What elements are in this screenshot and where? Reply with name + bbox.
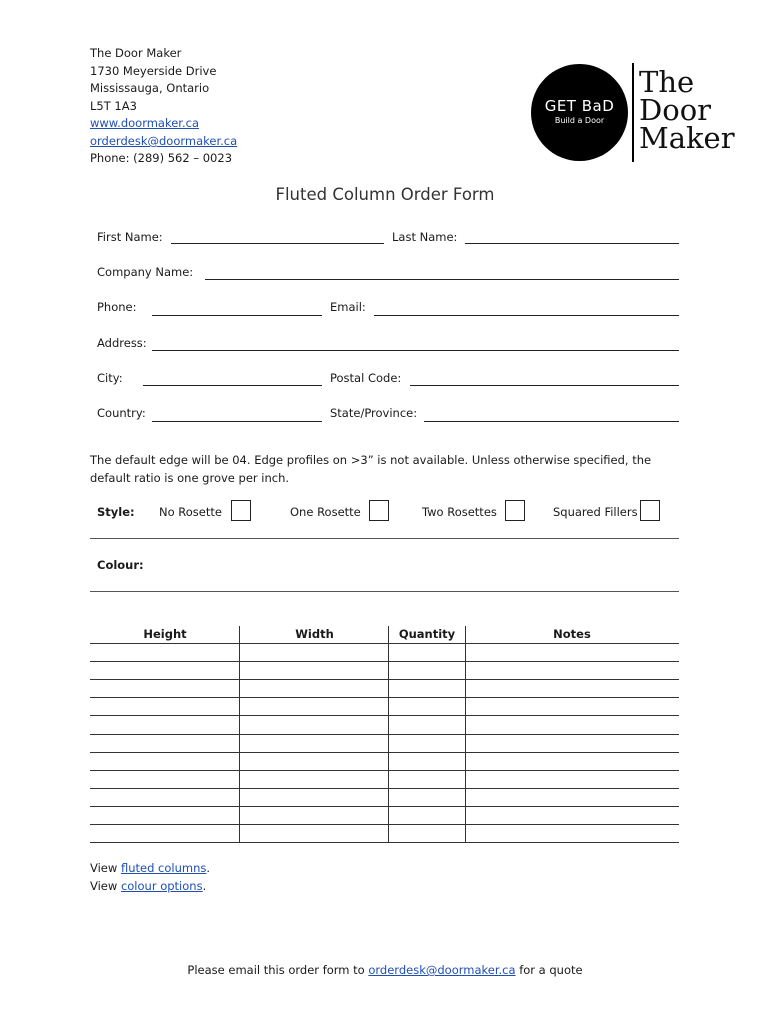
company-name-label: Company Name:	[97, 265, 194, 279]
table-header-quantity: Quantity	[398, 627, 456, 641]
view-fluted-columns-line	[90, 861, 210, 875]
table-row[interactable]	[90, 824, 679, 825]
fluted-columns-link[interactable]: fluted columns	[120, 861, 207, 875]
state-label: State/Province:	[330, 406, 418, 420]
table-row[interactable]	[90, 770, 679, 771]
section-divider-top	[90, 538, 679, 539]
country-label: Country:	[97, 406, 146, 420]
email-label: Email:	[330, 300, 366, 314]
email-link[interactable]: orderdesk@doormaker.ca	[90, 134, 238, 148]
table-row[interactable]	[90, 715, 679, 716]
table-header-height: Height	[143, 627, 187, 641]
view-prefix: View	[90, 879, 121, 893]
phone-field[interactable]	[152, 315, 322, 316]
footer-instruction	[0, 963, 770, 977]
last-name-field[interactable]	[465, 243, 679, 244]
company-phone: Phone: (289) 562 – 0023	[90, 151, 233, 165]
table-row[interactable]	[90, 734, 679, 735]
one-rosette-checkbox[interactable]	[369, 500, 389, 521]
postal-code-label: Postal Code:	[330, 371, 402, 385]
default-edge-note: The default edge will be 04. Edge profiles on >3” is not available. Unless otherwise specified, the default ratio is one grove per inch.	[90, 453, 652, 485]
company-name: The Door Maker	[90, 46, 182, 60]
table-header-notes: Notes	[553, 627, 591, 641]
first-name-field[interactable]	[171, 243, 384, 244]
style-label: Style:	[97, 505, 135, 519]
table-row[interactable]	[90, 697, 679, 698]
period: .	[202, 879, 207, 893]
table-row[interactable]	[90, 842, 679, 843]
logo-badge-title: GET BaD	[544, 97, 615, 115]
view-colour-options-line	[90, 879, 206, 893]
colour-field[interactable]	[90, 591, 679, 592]
logo-word-the: The	[639, 65, 695, 99]
footer-email-link[interactable]: orderdesk@doormaker.ca	[368, 963, 516, 977]
company-name-field[interactable]	[205, 279, 679, 280]
company-postal: L5T 1A3	[90, 99, 137, 113]
state-field[interactable]	[424, 421, 679, 422]
table-header-width: Width	[295, 627, 334, 641]
website-link[interactable]: www.doormaker.ca	[90, 116, 199, 130]
table-row[interactable]	[90, 788, 679, 789]
country-field[interactable]	[152, 421, 322, 422]
table-row[interactable]	[90, 806, 679, 807]
logo-badge-subtitle: Build a Door	[554, 116, 605, 125]
address-field[interactable]	[152, 350, 679, 351]
view-prefix: View	[90, 861, 121, 875]
footer-suffix: for a quote	[515, 963, 583, 977]
one-rosette-label: One Rosette	[290, 505, 361, 519]
company-city: Mississauga, Ontario	[90, 81, 210, 95]
address-label: Address:	[97, 336, 147, 350]
squared-fillers-checkbox[interactable]	[640, 500, 660, 521]
table-row[interactable]	[90, 661, 679, 662]
city-label: City:	[97, 371, 123, 385]
logo-badge	[531, 64, 628, 161]
colour-options-link[interactable]: colour options	[120, 879, 203, 893]
table-row[interactable]	[90, 679, 679, 680]
squared-fillers-label: Squared Fillers	[553, 505, 638, 519]
footer-prefix: Please email this order form to	[187, 963, 369, 977]
logo-divider	[632, 63, 634, 162]
company-street: 1730 Meyerside Drive	[90, 64, 217, 78]
no-rosette-checkbox[interactable]	[231, 500, 251, 521]
phone-label: Phone:	[97, 300, 137, 314]
logo-word-door: Door	[639, 93, 712, 127]
form-title: Fluted Column Order Form	[275, 185, 495, 204]
two-rosettes-checkbox[interactable]	[505, 500, 525, 521]
last-name-label: Last Name:	[392, 230, 458, 244]
colour-label: Colour:	[97, 558, 144, 572]
no-rosette-label: No Rosette	[159, 505, 222, 519]
two-rosettes-label: Two Rosettes	[422, 505, 497, 519]
postal-code-field[interactable]	[410, 385, 679, 386]
table-row[interactable]	[90, 752, 679, 753]
period: .	[206, 861, 211, 875]
logo-word-maker: Maker	[639, 121, 735, 155]
city-field[interactable]	[143, 385, 322, 386]
table-row[interactable]	[90, 643, 679, 644]
first-name-label: First Name:	[97, 230, 163, 244]
email-field[interactable]	[374, 315, 679, 316]
